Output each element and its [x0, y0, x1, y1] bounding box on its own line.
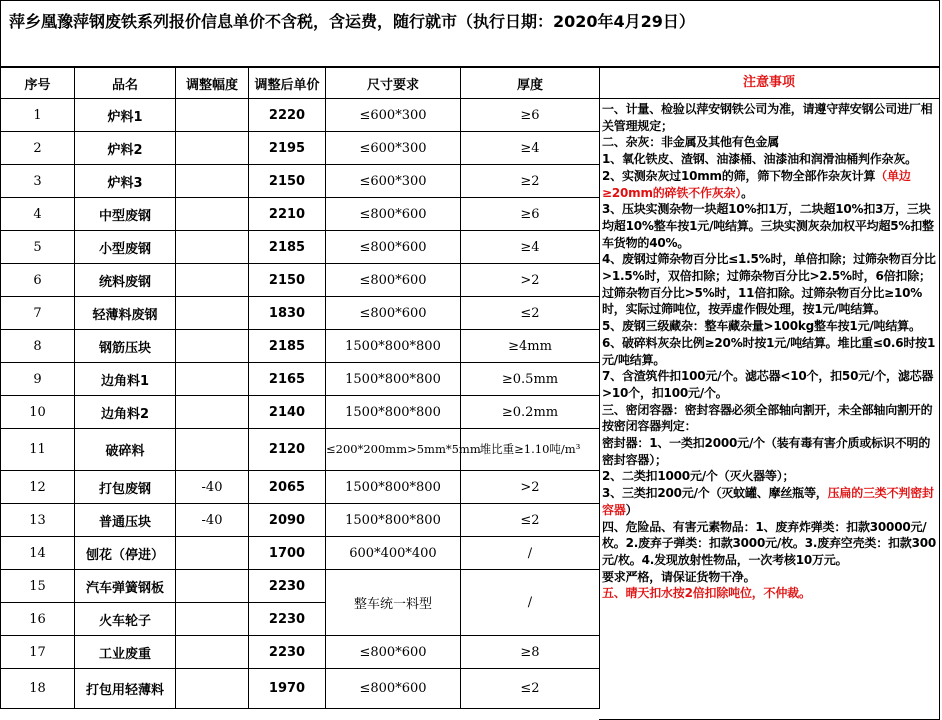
col-header-no: 序号 [1, 68, 75, 99]
row-no: 7 [1, 297, 75, 330]
row-price: 1970 [249, 669, 326, 709]
row-name: 炉料2 [75, 132, 176, 165]
price-table [0, 67, 600, 709]
row-no: 1 [1, 99, 75, 132]
row-adjust [176, 231, 249, 264]
table-row [1, 537, 600, 570]
col-header-thickness: 厚度 [461, 68, 600, 99]
row-name: 炉料1 [75, 99, 176, 132]
table-row [1, 99, 600, 132]
row-size: 整车统一料型 [326, 570, 461, 636]
row-adjust [176, 165, 249, 198]
row-no: 8 [1, 330, 75, 363]
note-paragraph: 1、氧化铁皮、渣钢、油漆桶、油漆油和润滑油桶判作杂灰。 [602, 152, 917, 167]
row-price: 2090 [249, 504, 326, 537]
row-adjust [176, 198, 249, 231]
row-thickness: ≤2 [461, 297, 600, 330]
row-name: 边角料1 [75, 363, 176, 396]
note-paragraph: 一、计量、检验以萍安钢铁公司为准，请遵守萍安钢公司进厂相关管理规定； [602, 102, 933, 133]
table-row [1, 396, 600, 429]
row-thickness: ≥0.5mm [461, 363, 600, 396]
row-thickness: ≤2 [461, 504, 600, 537]
table-row [1, 165, 600, 198]
row-size: ≤800*600 [326, 297, 461, 330]
row-no: 15 [1, 570, 75, 603]
row-thickness: ≥8 [461, 636, 600, 669]
row-size: ≤800*600 [326, 231, 461, 264]
row-adjust: -40 [176, 471, 249, 504]
note-paragraph: 4、废钢过筛杂物百分比≤1.5%时，单倍扣除；过筛杂物百分比>1.5%时，双倍扣除；过筛杂物百分比>2.5%时，6倍扣除；过筛杂物百分比>5%时，11倍扣除。过筛杂物百分比≥10%时，实际过筛吨位，按弄虚作假处理，按1元/吨结算。 [602, 252, 936, 317]
row-name: 中型废钢 [75, 198, 176, 231]
row-adjust: -40 [176, 504, 249, 537]
row-name: 破碎料 [75, 429, 176, 471]
row-name: 打包用轻薄料 [75, 669, 176, 709]
row-thickness: 堆比重≥1.10吨/m³ [461, 429, 600, 471]
row-price: 2185 [249, 231, 326, 264]
row-size: 600*400*400 [326, 537, 461, 570]
note-paragraph [602, 168, 937, 201]
row-size: ≤600*300 [326, 99, 461, 132]
row-thickness: ≥4 [461, 231, 600, 264]
table-row [1, 636, 600, 669]
row-adjust [176, 537, 249, 570]
row-no: 14 [1, 537, 75, 570]
note-paragraph: 6、破碎料灰杂比例≥20%时按1元/吨结算。堆比重≤0.6时按1元/吨结算。 [602, 335, 936, 367]
row-name: 钢筋压块 [75, 330, 176, 363]
row-size: ≤800*600 [326, 669, 461, 709]
row-thickness: >2 [461, 471, 600, 504]
row-adjust [176, 99, 249, 132]
col-header-name: 品名 [75, 68, 176, 99]
table-row [1, 363, 600, 396]
row-price: 2230 [249, 603, 326, 636]
row-adjust [176, 264, 249, 297]
row-name: 刨花（停进） [75, 537, 176, 570]
note-text: 2、实测杂灰过10mm的筛，筛下物全部作杂灰计算 [602, 168, 876, 183]
note-text: 3、三类扣200元/个（灭蚊罐、摩丝瓶等， [602, 486, 828, 501]
row-adjust [176, 669, 249, 709]
row-no: 5 [1, 231, 75, 264]
row-size: ≤800*600 [326, 264, 461, 297]
row-thickness: ≥6 [461, 198, 600, 231]
row-thickness: ≥2 [461, 165, 600, 198]
note-paragraph: 密封器：1、一类扣2000元/个（装有毒有害介质或标识不明的密封容器）； [602, 436, 931, 467]
row-adjust [176, 363, 249, 396]
note-paragraph: 5、废钢三级藏杂：整车藏杂量>100kg整车按1元/吨结算。 [602, 319, 921, 334]
row-size: ≤800*600 [326, 636, 461, 669]
row-name: 统料废钢 [75, 264, 176, 297]
note-highlight: 压扁的三类不判密封容器 [602, 486, 934, 517]
row-adjust [176, 570, 249, 603]
row-price: 2065 [249, 471, 326, 504]
table-header-row [1, 68, 600, 99]
row-name: 火车轮子 [75, 603, 176, 636]
notes-body [599, 99, 939, 602]
row-size: ≤600*300 [326, 165, 461, 198]
table-row [1, 471, 600, 504]
row-adjust [176, 636, 249, 669]
row-no: 12 [1, 471, 75, 504]
row-price: 2165 [249, 363, 326, 396]
row-size: 1500*800*800 [326, 330, 461, 363]
col-header-adjust: 调整幅度 [176, 68, 249, 99]
note-paragraph: 三、密闭容器：密封容器必须全部轴向割开，未全部轴向割开的按密闭容器判定： [602, 402, 933, 434]
row-no: 16 [1, 603, 75, 636]
notes-panel [599, 67, 940, 720]
table-row [1, 330, 600, 363]
row-price: 2140 [249, 396, 326, 429]
row-no: 17 [1, 636, 75, 669]
table-row [1, 198, 600, 231]
row-size: ≤800*600 [326, 198, 461, 231]
row-adjust [176, 132, 249, 165]
row-name: 轻薄料废钢 [75, 297, 176, 330]
col-header-price: 调整后单价 [249, 68, 326, 99]
col-header-size: 尺寸要求 [326, 68, 461, 99]
row-price: 2150 [249, 264, 326, 297]
note-paragraph [602, 485, 937, 518]
row-price: 2230 [249, 570, 326, 603]
note-paragraph: 要求严格，请保证货物干净。 [602, 569, 756, 584]
row-size: ≤600*300 [326, 132, 461, 165]
note-paragraph: 二、杂灰：非金属及其他有色金属 [602, 135, 780, 150]
note-text: ） [625, 502, 638, 517]
row-thickness: >2 [461, 264, 600, 297]
table-row [1, 297, 600, 330]
row-thickness: / [461, 570, 600, 636]
row-price: 2185 [249, 330, 326, 363]
row-size: 1500*800*800 [326, 504, 461, 537]
row-no: 2 [1, 132, 75, 165]
table-row [1, 669, 600, 709]
row-name: 炉料3 [75, 165, 176, 198]
note-paragraph-warning: 五、晴天扣水按2倍扣除吨位，不仲裁。 [602, 586, 811, 601]
page-title: 萍乡凰豫萍钢废铁系列报价信息单价不含税，含运费，随行就市（执行日期：2020年4月29日） [0, 0, 940, 67]
row-name: 小型废钢 [75, 231, 176, 264]
row-size: 1500*800*800 [326, 396, 461, 429]
row-thickness: ≥0.2mm [461, 396, 600, 429]
row-price: 2195 [249, 132, 326, 165]
row-no: 18 [1, 669, 75, 709]
row-price: 2220 [249, 99, 326, 132]
note-paragraph: 3、压块实测杂物一块超10%扣1万，二块超10%扣3万，三块均超10%整车按1元/吨结算。三块实测灰杂加权平均超5%扣整车货物的40%。 [602, 202, 934, 250]
notes-title: 注意事项 [599, 68, 939, 99]
note-highlight: （单边≥20mm的碎铁不作灰杂） [602, 168, 911, 200]
row-no: 3 [1, 165, 75, 198]
row-price: 2150 [249, 165, 326, 198]
row-price: 1830 [249, 297, 326, 330]
row-thickness: ≥6 [461, 99, 600, 132]
note-text: 。 [741, 185, 753, 200]
row-adjust [176, 330, 249, 363]
row-no: 6 [1, 264, 75, 297]
row-price: 1700 [249, 537, 326, 570]
row-thickness: ≥4 [461, 132, 600, 165]
note-paragraph: 7、含渣筑件扣100元/个。滤芯器<10个，扣50元/个，滤芯器>10个，扣100元/个。 [602, 369, 934, 400]
row-adjust [176, 603, 249, 636]
row-no: 9 [1, 363, 75, 396]
row-thickness: ≥4mm [461, 330, 600, 363]
table-row [1, 264, 600, 297]
table-row [1, 504, 600, 537]
note-paragraph: 2、二类扣1000元/个（灭火器等）； [602, 469, 795, 484]
table-row [1, 231, 600, 264]
row-name: 边角料2 [75, 396, 176, 429]
row-name: 汽车弹簧钢板 [75, 570, 176, 603]
row-no: 11 [1, 429, 75, 471]
row-name: 工业废重 [75, 636, 176, 669]
row-price: 2210 [249, 198, 326, 231]
row-price: 2230 [249, 636, 326, 669]
row-no: 10 [1, 396, 75, 429]
note-paragraph: 四、危险品、有害元素物品：1、废弃炸弹类：扣款30000元/枚。2.废弃子弹类：扣款3000元/枚。3.废弃空壳类：扣款300元/枚。4.发现放射性物品，一次考核10万元。 [602, 519, 937, 567]
table-row [1, 132, 600, 165]
row-size: 1500*800*800 [326, 471, 461, 504]
row-thickness: / [461, 537, 600, 570]
table-row [1, 570, 600, 603]
row-adjust [176, 396, 249, 429]
row-adjust [176, 429, 249, 471]
row-no: 4 [1, 198, 75, 231]
row-no: 13 [1, 504, 75, 537]
row-price: 2120 [249, 429, 326, 471]
row-name: 普通压块 [75, 504, 176, 537]
row-adjust [176, 297, 249, 330]
row-thickness: ≤2 [461, 669, 600, 709]
row-size: 1500*800*800 [326, 363, 461, 396]
table-row [1, 429, 600, 471]
row-name: 打包废钢 [75, 471, 176, 504]
row-size: ≤200*200mm>5mm*5mm [326, 429, 461, 471]
